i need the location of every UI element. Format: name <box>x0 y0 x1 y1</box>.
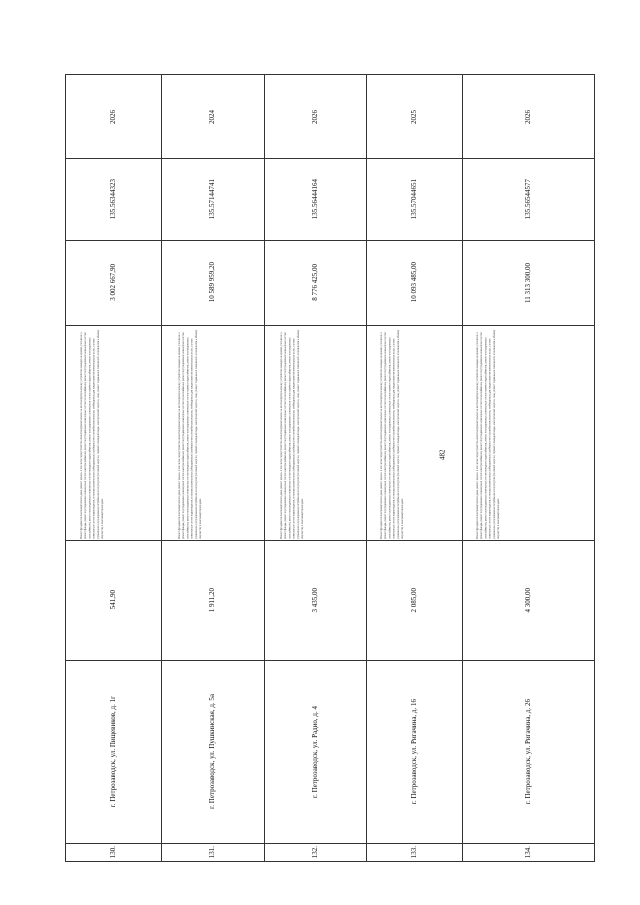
code-cell <box>462 158 594 240</box>
code-cell <box>161 158 264 240</box>
row-number-cell <box>66 843 161 861</box>
code-cell <box>66 158 161 240</box>
area-text: 3 435,00 <box>310 587 319 613</box>
code-cell <box>264 158 366 240</box>
address-text: г. Петрозаводск, ул. Ригачина, д. 26 <box>523 698 532 805</box>
area-cell <box>264 540 366 660</box>
description-cell <box>380 327 446 539</box>
year-cell <box>462 75 594 158</box>
area-text: 1 911,20 <box>208 587 216 613</box>
description-cell <box>280 327 348 539</box>
year-text: 2026 <box>523 109 532 124</box>
year-text: 2024 <box>208 109 216 124</box>
code-cell <box>366 158 462 240</box>
capital-repair-table <box>65 74 595 862</box>
area-text: 2 085,00 <box>409 587 418 613</box>
area-text: 4 300,00 <box>523 587 532 613</box>
area-cell <box>161 540 264 660</box>
description-text: Ремонт фундамента многоквартирного дома, ремонт крыши, в том числе переустройство невентилируемой крыши на вентилируемую крышу, устройство выходов на кровлю, утепление и ремонт фасада, ремонт внутридомовых инженерных систем электроснабжения, ремонт внутридомовых инженерных систем теплоснабжения, ремонт внутридомовых инженерных систем газоснабжения, ремонт внутридомовых инженерных систем холодного водоснабжения, ремонт внутридомовых инженерных систем горячего водоснабжения, ремонт внутридомовых инженерных систем водоотведения, установка коллективных (общедомовых) приборов учета потребления ресурсов, необходимых для предоставления коммунальных услуг, и узлов управления и регулирования потребления этих ресурсов (тепловой энергии, горячей и холодной воды, электрической энергии, газа), ремонт подвальных помещений, относящихся к общему имуществу в многоквартирном доме <box>280 329 305 539</box>
year-cell <box>161 75 264 158</box>
row-number-text: 130. <box>109 845 117 859</box>
cost-cell <box>264 240 366 325</box>
row-number-cell <box>366 843 462 861</box>
address-text: г. Петрозаводск, ул. Пищевиков, д. 1г <box>109 695 117 808</box>
row-number-text: 131. <box>208 845 216 859</box>
row-number-text: 132. <box>310 845 319 859</box>
cost-text: 11 313 300,00 <box>523 262 532 303</box>
year-text: 2025 <box>409 109 418 124</box>
page-number: 482 <box>438 449 447 461</box>
cost-text: 3 002 667,90 <box>109 264 117 301</box>
year-cell <box>366 75 462 158</box>
code-text: 135.56344323 <box>109 178 117 220</box>
area-cell <box>462 540 594 660</box>
code-text: 135.57144741 <box>208 178 216 220</box>
code-text: 135.56444164 <box>310 178 319 220</box>
cost-cell <box>462 240 594 325</box>
address-cell <box>161 660 264 843</box>
year-text: 2026 <box>109 109 117 124</box>
cost-text: 10 589 959,20 <box>208 262 216 303</box>
row-number-text: 134. <box>523 845 532 859</box>
row-number-text: 133. <box>409 845 418 859</box>
address-cell <box>264 660 366 843</box>
row-number-cell <box>161 843 264 861</box>
row-number-cell <box>264 843 366 861</box>
description-text: Ремонт фундамента многоквартирного дома, ремонт крыши, в том числе переустройство невентилируемой крыши на вентилируемую крышу, устройство выходов на кровлю, утепление и ремонт фасада, ремонт внутридомовых инженерных систем электроснабжения, ремонт внутридомовых инженерных систем теплоснабжения, ремонт внутридомовых инженерных систем газоснабжения, ремонт внутридомовых инженерных систем холодного водоснабжения, ремонт внутридомовых инженерных систем горячего водоснабжения, ремонт внутридомовых инженерных систем водоотведения, установка коллективных (общедомовых) приборов учета потребления ресурсов, необходимых для предоставления коммунальных услуг, и узлов управления и регулирования потребления этих ресурсов (тепловой энергии, горячей и холодной воды, электрической энергии, газа), ремонт подвальных помещений, относящихся к общему имуществу в многоквартирном доме <box>178 329 203 539</box>
address-cell <box>462 660 594 843</box>
address-text: г. Петрозаводск, ул. Ригачина, д. 16 <box>409 698 418 805</box>
address-text: г. Петрозаводск, ул. Радио, д. 4 <box>310 705 319 798</box>
cost-text: 8 776 425,00 <box>310 264 319 301</box>
description-text: Ремонт фундамента многоквартирного дома, ремонт крыши, в том числе переустройство невентилируемой крыши на вентилируемую крышу, устройство выходов на кровлю, утепление и ремонт фасада, ремонт внутридомовых инженерных систем электроснабжения, ремонт внутридомовых инженерных систем теплоснабжения, ремонт внутридомовых инженерных систем газоснабжения, ремонт внутридомовых инженерных систем холодного водоснабжения, ремонт внутридомовых инженерных систем горячего водоснабжения, ремонт внутридомовых инженерных систем водоотведения, установка коллективных (общедомовых) приборов учета потребления ресурсов, необходимых для предоставления коммунальных услуг, и узлов управления и регулирования потребления этих ресурсов (тепловой энергии, горячей и холодной воды, электрической энергии, газа), ремонт подвальных помещений, относящихся к общему имуществу в многоквартирном доме <box>80 329 105 539</box>
address-cell <box>66 660 161 843</box>
cost-text: 10 093 485,00 <box>409 262 418 303</box>
description-cell <box>80 327 146 539</box>
address-text: г. Петрозаводск, ул. Пушкинская, д. 5а <box>208 694 216 809</box>
cost-cell <box>161 240 264 325</box>
year-cell <box>264 75 366 158</box>
description-text: Ремонт фундамента многоквартирного дома, ремонт крыши, в том числе переустройство невентилируемой крыши на вентилируемую крышу, устройство выходов на кровлю, утепление и ремонт фасада, ремонт внутридомовых инженерных систем электроснабжения, ремонт внутридомовых инженерных систем теплоснабжения, ремонт внутридомовых инженерных систем газоснабжения, ремонт внутридомовых инженерных систем холодного водоснабжения, ремонт внутридомовых инженерных систем горячего водоснабжения, ремонт внутридомовых инженерных систем водоотведения, установка коллективных (общедомовых) приборов учета потребления ресурсов, необходимых для предоставления коммунальных услуг, и узлов управления и регулирования потребления этих ресурсов (тепловой энергии, горячей и холодной воды, электрической энергии, газа), ремонт подвальных помещений, относящихся к общему имуществу в многоквартирном доме <box>476 329 501 539</box>
area-cell <box>66 540 161 660</box>
address-cell <box>366 660 462 843</box>
code-text: 135.56544577 <box>523 178 532 220</box>
area-text: 541,90 <box>109 590 117 610</box>
year-text: 2026 <box>310 109 319 124</box>
cost-cell <box>66 240 161 325</box>
description-cell <box>476 327 548 539</box>
year-cell <box>66 75 161 158</box>
cost-cell <box>366 240 462 325</box>
area-cell <box>366 540 462 660</box>
description-cell <box>178 327 246 539</box>
code-text: 135.57044651 <box>409 178 418 220</box>
description-text: Ремонт фундамента многоквартирного дома, ремонт крыши, в том числе переустройство невентилируемой крыши на вентилируемую крышу, устройство выходов на кровлю, утепление и ремонт фасада, ремонт внутридомовых инженерных систем электроснабжения, ремонт внутридомовых инженерных систем теплоснабжения, ремонт внутридомовых инженерных систем газоснабжения, ремонт внутридомовых инженерных систем холодного водоснабжения, ремонт внутридомовых инженерных систем горячего водоснабжения, ремонт внутридомовых инженерных систем водоотведения, установка коллективных (общедомовых) приборов учета потребления ресурсов, необходимых для предоставления коммунальных услуг, и узлов управления и регулирования потребления этих ресурсов (тепловой энергии, горячей и холодной воды, электрической энергии, газа), ремонт подвальных помещений, относящихся к общему имуществу в многоквартирном доме <box>380 329 405 539</box>
column-divider <box>66 325 594 326</box>
row-number-cell <box>462 843 594 861</box>
